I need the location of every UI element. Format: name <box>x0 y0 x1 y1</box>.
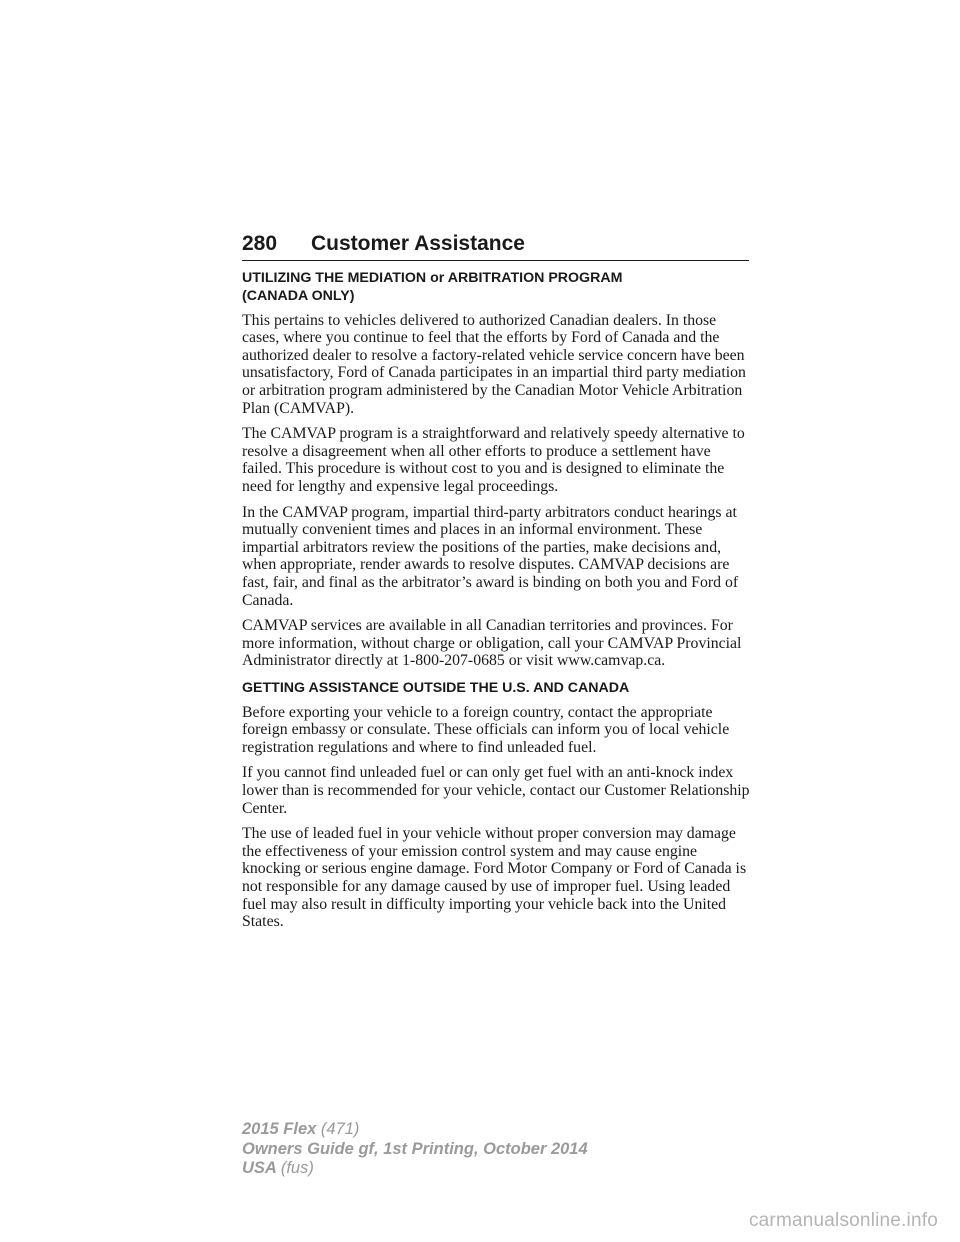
footer-line-model <box>242 1120 588 1140</box>
print-footer <box>242 1120 588 1179</box>
footer-model-code: (471) <box>320 1120 360 1138</box>
page-number: 280 <box>242 232 278 255</box>
section-title: Customer Assistance <box>311 232 525 255</box>
page-header <box>242 228 749 261</box>
section-heading-outside: GETTING ASSISTANCE OUTSIDE THE U.S. AND CANADA <box>242 679 630 696</box>
footer-line-guide: Owners Guide gf, 1st Printing, October 2014 <box>242 1139 588 1158</box>
paragraph: CAMVAP services are available in all Canadian territories and provinces. For more information, without charge or obligation, call your CAMVAP Provincial Administrator directly at 1-800-207-0685 or visit www.camvap.ca. <box>242 617 742 670</box>
paragraph: Before exporting your vehicle to a foreign country, contact the appropriate foreign embassy or consulate. These officials can inform you of local vehicle registration regulations and where to find unleaded fuel. <box>242 703 730 756</box>
heading-line: (CANADA ONLY) <box>242 287 355 304</box>
page-content <box>242 270 754 939</box>
footer-market: USA <box>242 1159 277 1177</box>
paragraph: The CAMVAP program is a straightforward and relatively speedy alternative to resolve a disagreement when all other efforts to produce a settlement have failed. This procedure is without cost to you and is designed to eliminate the need for lengthy and expensive legal proceedings. <box>242 425 745 495</box>
watermark: carmanualsonline.info <box>748 1210 938 1231</box>
section-heading-mediation <box>242 270 754 306</box>
footer-line-market <box>242 1159 588 1179</box>
paragraph: In the CAMVAP program, impartial third-party arbitrators conduct hearings at mutually convenient times and places in an informal environment. These impartial arbitrators review the positions of the parties, make decisions and, when appropriate, render awards to resolve disputes. CAMVAP decisions are fast, fair, and final as the arbitrator’s award is binding on both you and Ford of Canada. <box>242 503 739 609</box>
heading-line: UTILIZING THE MEDIATION or ARBITRATION PROGRAM <box>242 270 623 286</box>
paragraph: If you cannot find unleaded fuel or can only get fuel with an anti-knock index lower than is recommended for your vehicle, contact our Customer Relationship Center. <box>242 764 750 817</box>
footer-model: 2015 Flex <box>242 1120 317 1138</box>
paragraph: This pertains to vehicles delivered to authorized Canadian dealers. In those cases, where you continue to feel that the efforts by Ford of Canada and the authorized dealer to resolve a factory-related vehicle service concern have been unsatisfactory, Ford of Canada participates in an impartial third party mediation or arbitration program administered by the Canadian Motor Vehicle Arbitration Plan (CAMVAP). <box>242 311 746 417</box>
paragraph: The use of leaded fuel in your vehicle without proper conversion may damage the effectiveness of your emission control system and may cause engine knocking or serious engine damage. Ford Motor Company or Ford of Canada is not responsible for any damage caused by use of improper fuel. Using leaded fuel may also result in difficulty importing your vehicle back into the United States. <box>242 825 747 931</box>
footer-market-code: (fus) <box>280 1159 314 1177</box>
